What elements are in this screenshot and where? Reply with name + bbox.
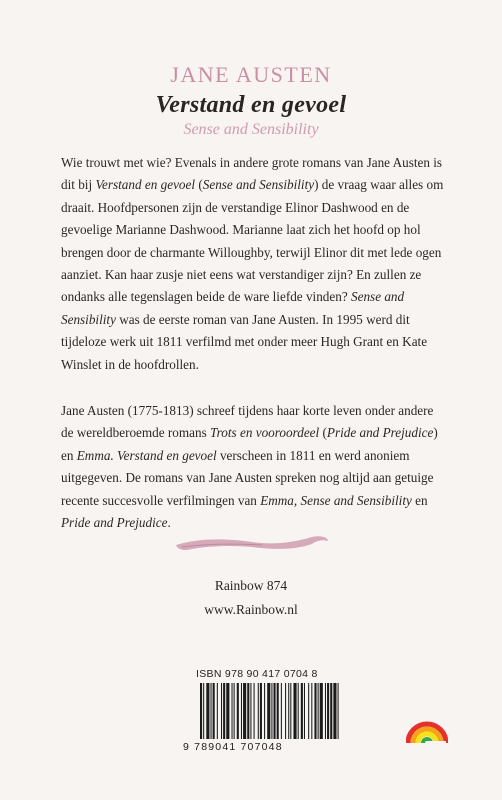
rainbow-logo-icon [406,703,448,743]
barcode-bar [308,683,309,739]
barcode-bar [314,683,316,739]
barcode-bar [311,683,312,739]
bio-text: ) en [61,425,438,463]
barcode-bar [226,683,229,739]
barcode-bar [338,683,339,739]
isbn-label: ISBN 978 90 417 0704 8 [196,668,318,680]
series-number: Rainbow 874 [214,578,288,593]
barcode-bar [247,683,249,739]
barcode-bar [298,683,299,739]
blurb-text: ( [195,177,203,193]
blurb-text: ) de vraag waar alles om draait. Hoofdpersonen zijn de verstandige Elinor Dashwood en de gevoelige Marianne Dashwood. Marianne laat zich het hoofd op hol brengen door de charmante Willoughby, terwijl Elinor dit met lede ogen aanziet. Kan haar zusje niet eens wat verstandiger zijn? En zullen ze ondanks alle tegenslagen beide de ware liefde vinden? [61,177,444,305]
blurb-text: Wie trouwt met wie? Evenals in andere grote romans van Jane Austen is dit bij [61,155,443,193]
publisher-block [0,574,502,622]
barcode-bar [333,683,336,739]
bio-text: . [167,515,171,531]
author-bio-paragraph [61,400,449,534]
barcode-bar [243,683,246,739]
barcode-bar [293,683,296,739]
bio-text: verscheen in 1811 en werd anoniem uitgegeven. De romans van Jane Austen spreken nog altijd aan getuige recente succesvolle verfilmingen van [61,447,434,508]
blurb-italic-title: Sense and Sensibility [202,177,315,193]
barcode-bar [304,683,305,739]
blurb-italic-title: Verstand en gevoel [95,177,196,193]
barcode-bar [288,683,289,739]
barcode [198,683,398,739]
barcode-bar [237,683,239,739]
book-title: Verstand en gevoel [155,92,347,118]
barcode-bar [330,683,332,739]
barcode-bar [260,683,262,739]
barcode-bar [325,683,326,739]
blurb-paragraph [61,152,449,376]
barcode-bar [200,683,202,739]
barcode-bar [267,683,270,739]
barcode-bar [318,683,319,739]
barcode-bar [213,683,215,739]
bio-text: en [411,492,428,508]
barcode-bar [327,683,329,739]
barcode-bar [234,683,235,739]
barcode-bar [285,683,286,739]
bio-italic-title: Trots en vooroordeel [210,425,320,441]
barcode-bar [277,683,279,739]
barcode-bar [241,683,242,739]
barcode-bar [271,683,272,739]
bio-italic-title: Pride and Prejudice [61,515,168,531]
barcode-bar [232,683,233,739]
barcode-bar [211,683,212,739]
barcode-bar [217,683,218,739]
barcode-bar [301,683,303,739]
barcode-bar [206,683,209,739]
barcode-bar [320,683,323,739]
blurb-italic-title: Sense and Sensibility [61,289,405,327]
barcode-bar [203,683,204,739]
barcode-bar [264,683,265,739]
barcode-bar [290,683,291,739]
swirl-ornament-icon [172,533,332,555]
barcode-bar [221,683,222,739]
barcode-number: 9 789041 707048 [183,741,283,753]
barcode-bar [258,683,259,739]
author-name: JANE AUSTEN [170,62,332,87]
bio-text: Jane Austen (1775-1813) schreef tijdens haar korte leven onder andere de wereldberoemde romans [61,403,434,441]
barcode-bar [254,683,255,739]
bio-italic-title: Pride and Prejudice [326,425,434,441]
barcode-bar [274,683,276,739]
publisher-website[interactable]: www.Rainbow.nl [204,602,298,617]
barcode-bar [250,683,251,739]
book-subtitle: Sense and Sensibility [183,121,319,138]
blurb-text: was de eerste roman van Jane Austen. In 1995 werd dit tijdeloze werk uit 1811 verfilmd met onder meer Hugh Grant en Kate Winslet in de hoofdrollen. [61,311,428,372]
barcode-bar [281,683,282,739]
bio-text: ( [319,425,327,441]
bio-italic-title: Emma, Sense and Sensibility [260,492,412,508]
bio-italic-title: Emma. Verstand en gevoel [76,447,217,463]
barcode-bar [223,683,225,739]
